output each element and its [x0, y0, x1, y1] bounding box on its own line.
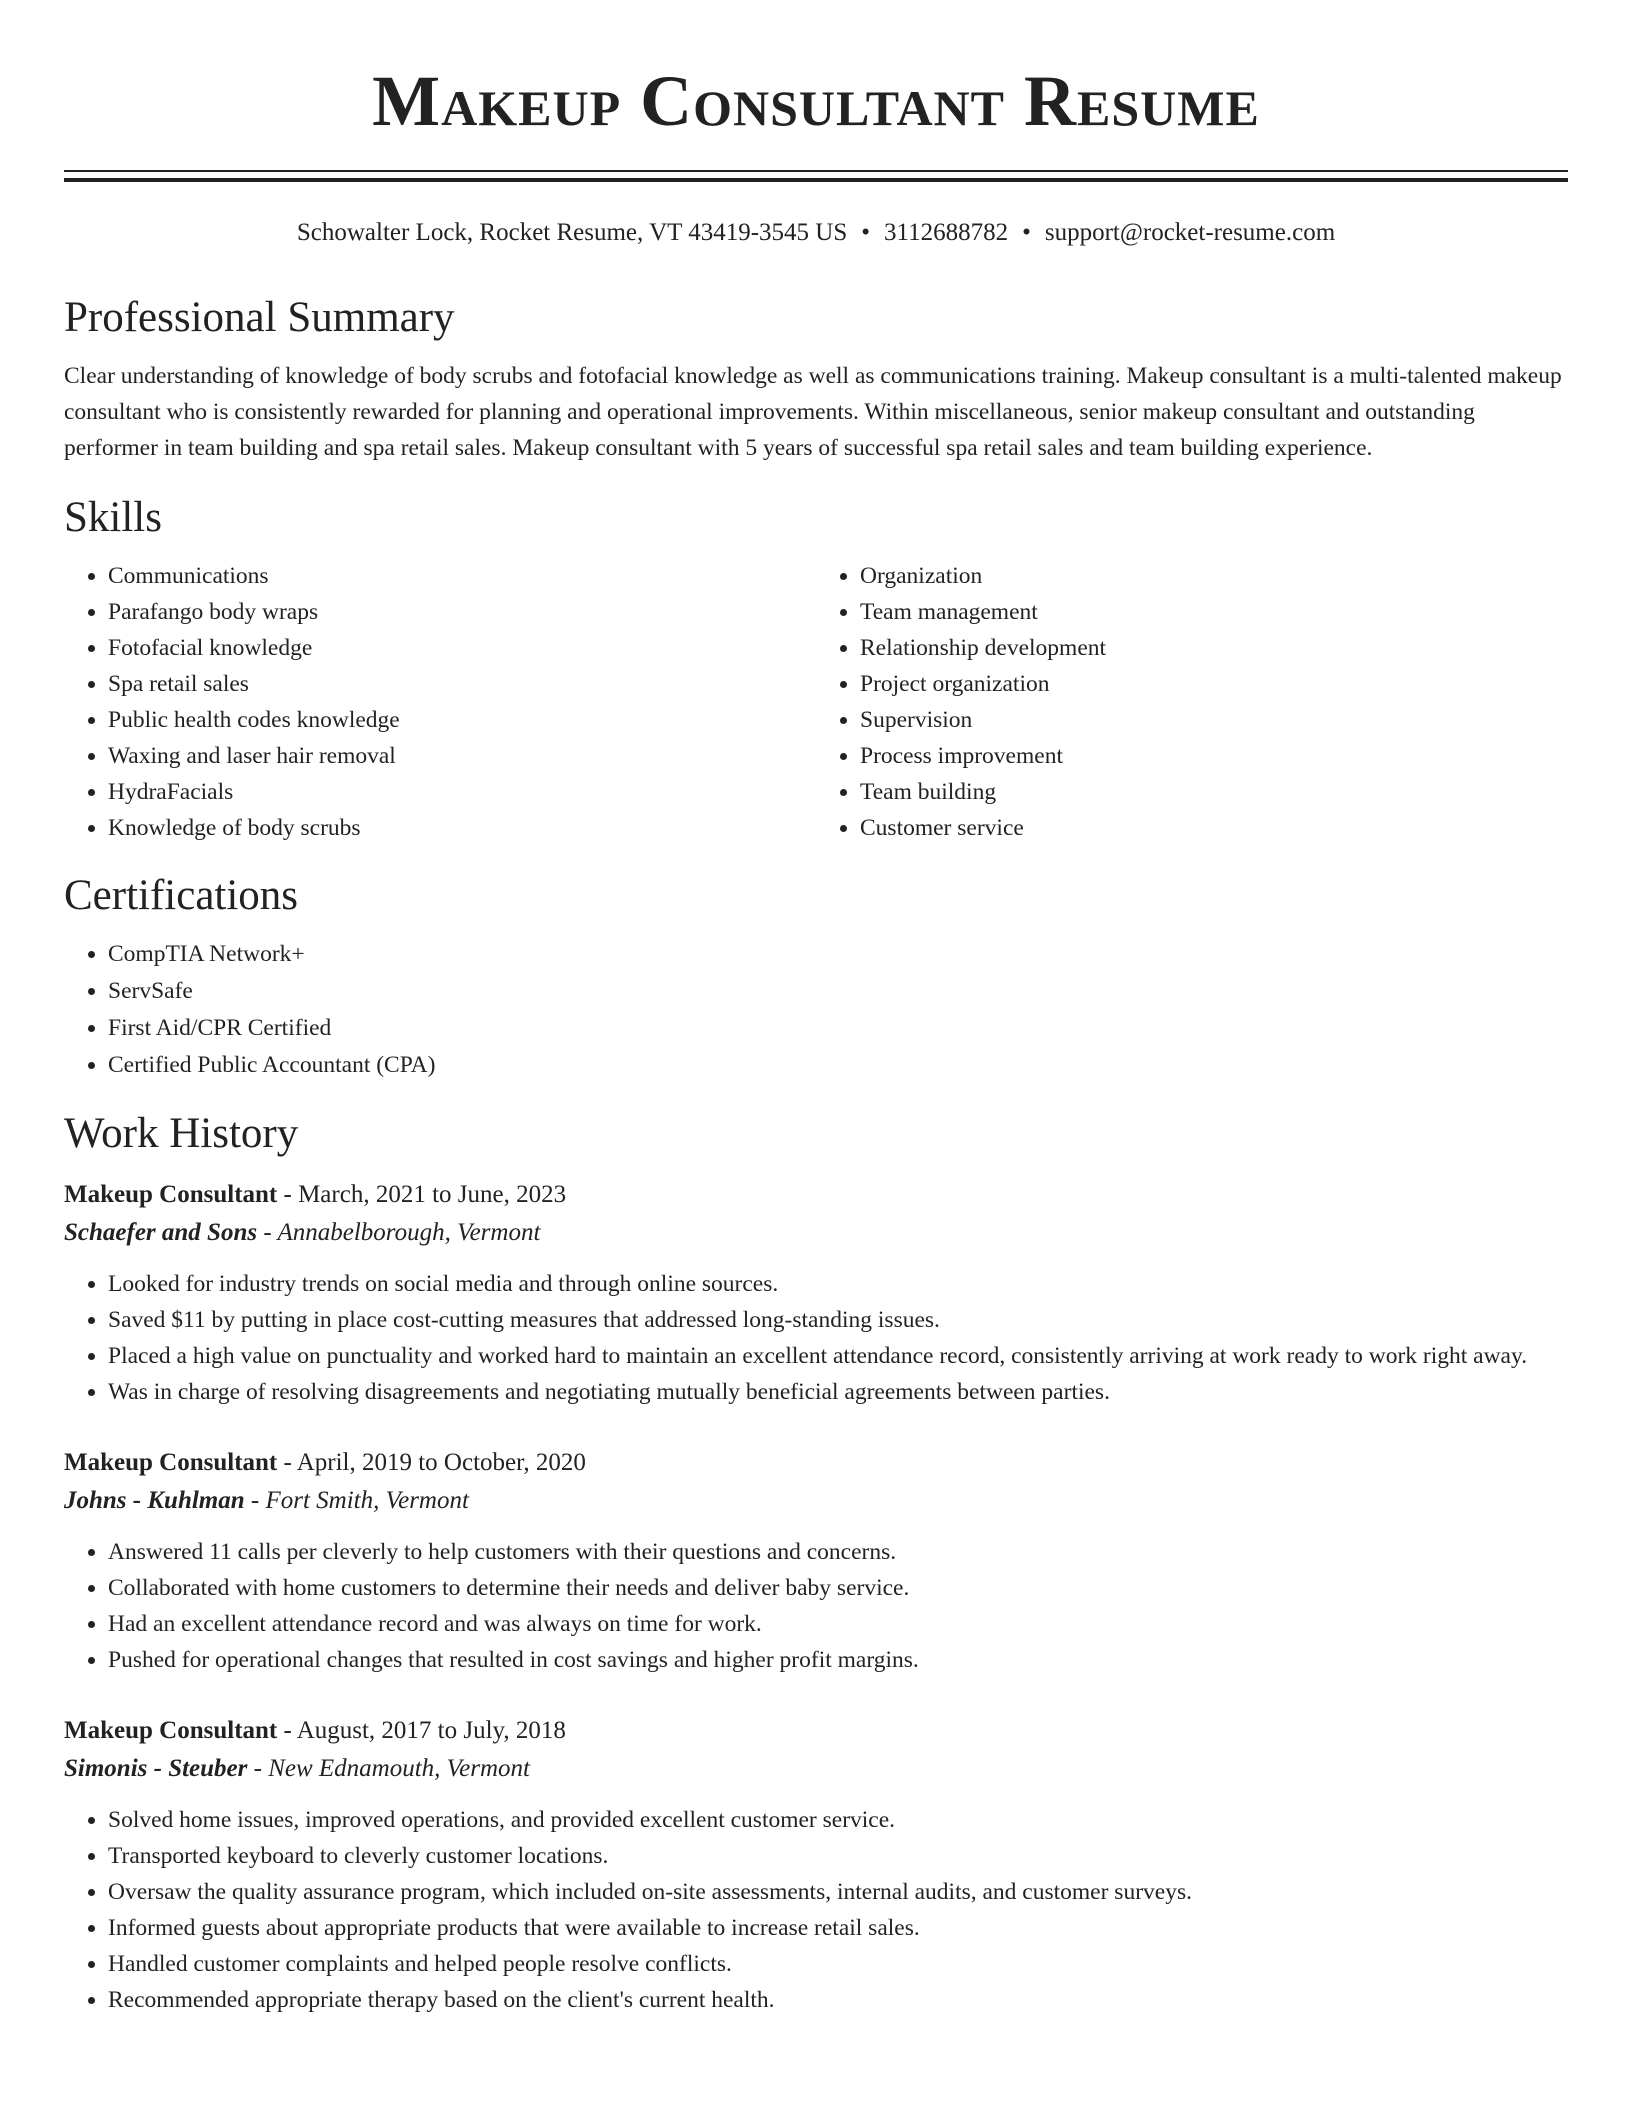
- job-employer: Johns - Kuhlman: [64, 1487, 245, 1514]
- job-bullet: • Pushed for operational changes that resulted in cost savings and higher profit margins.: [108, 1642, 1568, 1678]
- job-title-line: [64, 1712, 1568, 1750]
- skills-left-list: [64, 558, 816, 846]
- job-bullets: [64, 1266, 1568, 1410]
- job-location: - Fort Smith, Vermont: [244, 1487, 469, 1514]
- skill-item: • Customer service: [860, 810, 1568, 846]
- job-entry: [64, 1444, 1568, 1678]
- job-bullet: • Solved home issues, improved operations, and provided excellent customer service.: [108, 1802, 1568, 1838]
- contact-separator: •: [861, 219, 870, 246]
- job-bullet: • Answered 11 calls per cleverly to help customers with their questions and concerns.: [108, 1534, 1568, 1570]
- job-bullet: • Oversaw the quality assurance program, which included on-site assessments, internal audits, and customer surveys.: [108, 1874, 1568, 1910]
- summary-text: Clear understanding of knowledge of body scrubs and fotofacial knowledge as well as communications training. Makeup consultant is a multi-talented makeup consultant who is consistently rewarded for planning and operational improvements. Within miscellaneous, senior makeup consultant and outstanding performer in team building and spa retail sales. Makeup consultant with 5 years of successful spa retail sales and team building experience.: [64, 363, 1562, 461]
- skill-item: • Communications: [108, 558, 816, 594]
- job-employer-line: [64, 1214, 1568, 1252]
- job-employer: Schaefer and Sons: [64, 1219, 258, 1246]
- skill-item: • Supervision: [860, 702, 1568, 738]
- job-bullet: • Collaborated with home customers to determine their needs and deliver baby service.: [108, 1570, 1568, 1606]
- skill-item: • Waxing and laser hair removal: [108, 738, 816, 774]
- job-location: - Annabelborough, Vermont: [257, 1219, 541, 1246]
- job-bullet: • Looked for industry trends on social media and through online sources.: [108, 1266, 1568, 1302]
- job-employer: Simonis - Steuber: [64, 1755, 248, 1782]
- job-location: - New Ednamouth, Vermont: [247, 1755, 530, 1782]
- skill-item: • Knowledge of body scrubs: [108, 810, 816, 846]
- work-history-heading: Work History: [64, 1110, 299, 1157]
- job-title: Makeup Consultant: [64, 1181, 278, 1208]
- job-bullet: • Had an excellent attendance record and was always on time for work.: [108, 1606, 1568, 1642]
- job-entry: [64, 1712, 1568, 2018]
- job-title-line: [64, 1176, 1568, 1214]
- contact-line: [64, 216, 1568, 250]
- job-title: Makeup Consultant: [64, 1449, 278, 1476]
- certification-item: • CompTIA Network+: [108, 936, 1568, 973]
- skills-right-column: [816, 558, 1568, 846]
- work-history-list: [64, 1176, 1568, 2018]
- job-bullets: [64, 1802, 1568, 2018]
- summary-heading: Professional Summary: [64, 294, 455, 341]
- skills-left-column: [64, 558, 816, 846]
- certification-item: • ServSafe: [108, 973, 1568, 1010]
- certification-item: • First Aid/CPR Certified: [108, 1010, 1568, 1047]
- job-employer-line: [64, 1482, 1568, 1520]
- job-bullets: [64, 1534, 1568, 1678]
- skill-item: • Project organization: [860, 666, 1568, 702]
- job-employer-line: [64, 1750, 1568, 1788]
- job-dates: - March, 2021 to June, 2023: [277, 1181, 567, 1208]
- certifications-list: [64, 936, 1568, 1084]
- skill-item: • Fotofacial knowledge: [108, 630, 816, 666]
- title-divider-thick: [64, 178, 1568, 182]
- contact-address: Schowalter Lock, Rocket Resume, VT 43419-3545 US: [296, 219, 848, 246]
- skill-item: • HydraFacials: [108, 774, 816, 810]
- certifications-heading: Certifications: [64, 872, 299, 919]
- skill-item: • Public health codes knowledge: [108, 702, 816, 738]
- job-bullet: • Was in charge of resolving disagreements and negotiating mutually beneficial agreements between parties.: [108, 1374, 1568, 1410]
- skill-item: • Team management: [860, 594, 1568, 630]
- job-title: Makeup Consultant: [64, 1717, 278, 1744]
- skill-item: • Team building: [860, 774, 1568, 810]
- job-dates: - August, 2017 to July, 2018: [277, 1717, 566, 1744]
- job-bullet: • Recommended appropriate therapy based on the client's current health.: [108, 1982, 1568, 2018]
- job-bullet: • Saved $11 by putting in place cost-cutting measures that addressed long-standing issues.: [108, 1302, 1568, 1338]
- contact-separator: •: [1022, 219, 1031, 246]
- job-bullet: • Handled customer complaints and helped people resolve conflicts.: [108, 1946, 1568, 1982]
- job-dates: - April, 2019 to October, 2020: [277, 1449, 586, 1476]
- skill-item: • Organization: [860, 558, 1568, 594]
- skill-item: • Parafango body wraps: [108, 594, 816, 630]
- job-title-line: [64, 1444, 1568, 1482]
- skill-item: • Relationship development: [860, 630, 1568, 666]
- job-bullet: • Placed a high value on punctuality and worked hard to maintain an excellent attendance record, consistently arriving at work ready to work right away.: [108, 1338, 1568, 1374]
- contact-phone: 3112688782: [884, 219, 1009, 246]
- certification-item: • Certified Public Accountant (CPA): [108, 1047, 1568, 1084]
- skills-columns: [64, 558, 1568, 846]
- contact-email: support@rocket-resume.com: [1044, 219, 1336, 246]
- job-entry: [64, 1176, 1568, 1410]
- skills-heading: Skills: [64, 494, 162, 541]
- resume-title: Makeup Consultant Resume: [372, 61, 1260, 141]
- job-bullet: • Transported keyboard to cleverly customer locations.: [108, 1838, 1568, 1874]
- job-bullet: • Informed guests about appropriate products that were available to increase retail sales.: [108, 1910, 1568, 1946]
- skills-right-list: [816, 558, 1568, 846]
- title-divider-thin: [64, 170, 1568, 172]
- skill-item: • Process improvement: [860, 738, 1568, 774]
- skill-item: • Spa retail sales: [108, 666, 816, 702]
